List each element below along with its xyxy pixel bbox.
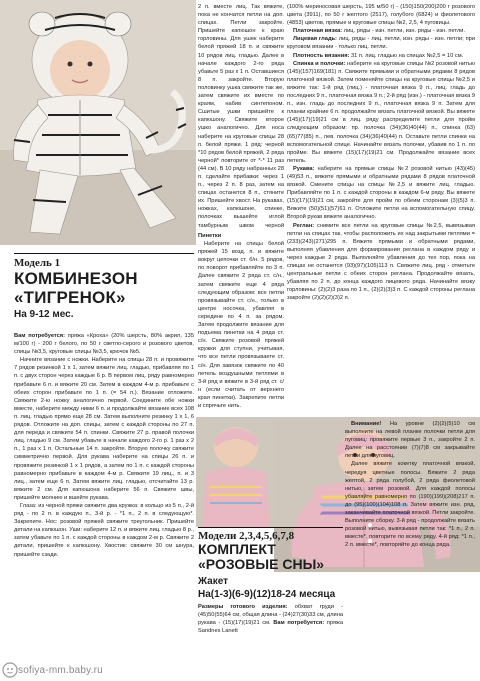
model1-instructions: [14, 332, 194, 681]
rib-text: лиц. ряды - изн. петли, изн. ряды - изн. петли.: [343, 28, 466, 35]
model-size: На 9-12 мес.: [14, 309, 74, 321]
yarn-paragraph: (100% мериносовая шерсть, 195 м/50 г) - (150)150(200)200 г розового цвета (3911), по 50 г желтого (2517), голубого (6824) и фиолетового (4853) цветов, прямые и круговые спицы №2, 2,5, 4 пуговицы.: [287, 4, 475, 27]
materials-text: пряжа «Кроха» (20% шерсть, 80% акрил, 135 м/100 г) - 200 г белого, по 50 г светло-серого и розового цветов, спицы №3,5, круговые спицы №3,5, крючок №5.: [14, 333, 194, 356]
sleeve-text: наберите на прямые спицы №2 розовой нитью (43)(45)(49)53 п., вяжите прямыми и обратными рядами 8 рядов платочной вязкой. Смените спицы на спицы №2,5 и вяжите лиц. гладью. Прибавляйте по 1 п. с каждой стороны в каждом 6-м ряду. Вы вяжете (15)(17)(19)21 см, закройте для пройм по обеим сторонам (3)(5)3 п. Вяжите (50)(51)(57)61 п. Отложите петли на вспомогательную спицу. Второй рукав вяжите аналогично.: [287, 165, 475, 221]
back-label: Спинка и полочки:: [293, 60, 346, 67]
materials-label: Вам потребуется:: [14, 333, 66, 339]
rib-label: Платочная вязка:: [293, 28, 343, 35]
gauge-paragraph: [287, 52, 475, 60]
materials-text: пряжа Sandnes Lanett: [198, 619, 343, 635]
col2-booties-text: [198, 231, 284, 417]
photo-tiger-suit: [0, 0, 196, 245]
col2-top-text: [198, 3, 284, 231]
model-title-line2: «РОЗОВЫЕ СНЫ»: [198, 556, 325, 573]
sizes-label: Размеры готового изделия:: [198, 603, 288, 610]
watermark[interactable]: sofiya-mm.baby.ru: [18, 665, 103, 676]
back-text: наберите на круговые спицы №2 розовой нитью (145)(157)169(181) п. Свяжите прямыми и обратными рядами 8 рядов платочной вязкой. Затем поменяйте спицы на круговые спицы №2,5 и вяжите так: 1-й ряд (лиц.) - платочная вязка 9 п., лиц. гладь до последних 9 п., платочная вязка 9 п.; 2-й ряд (изн.) - платочная вязка 9 п., изн. гладь до последних 9 п., платочная вязка 9 п. Затем для планки крайние 6 п. продолжайте вязать платочной вязкой. Вы вяжете (145)(17)(19)21 см в лиц. ряду распределите петли для пройм следующим образом: пр. полочка (34)(36)40(44) п., спинка (63)(65)77(85) п., лев. полочка (34)(36)40(44) п. Оставьте петли спинки на вспомогательной спице. Начинайте вязать полочки, убавив по 1 п. по пройме. Вы вяжете (15)(17)(19)21 см. Продолжайте вязание всех петель.: [287, 60, 475, 164]
model-label: Модель 1: [14, 257, 61, 269]
col3-text: [287, 3, 475, 417]
materials-paragraph: [14, 332, 194, 356]
tiger-suit-illustration: [0, 0, 196, 245]
sleeve-label: Рукава:: [293, 165, 315, 172]
rib-paragraph: [287, 27, 475, 35]
body-paragraph: Начните вязание с ножки. Наберите на спицы 28 п. и провяжите 7 рядов резинкой 1 х 1, затем вяжите лиц. гладью, прибавляя по 1 п. с двух сторон через каждые 6 р. В первом лиц. ряду равномерно прибавьте 6 п. и вяжите 20 см. Затем в каждом 4-м р. прибавьте с обеих сторон прибавьте по 1 п. (= 54 п.). Вязание отложите. Свяжите 2-ю ножку аналогично первой. Соедините обе ножки вместе, наберите между ними 6 п. и продолжайте вязание всех 108 п. лиц. гладью прямо еще 28 см. Затем выполните резинку 1 х 1, 6 рядов. Отложите на доп. спицы, затем с каждой стороны по 27 п. для переда и свяжите 54 п. спинки. Свяжите 27 р. правой полочки лиц. гладью 9 см. Затем убавьте в начале каждого 2-го р. 1 раз х 2 п., 1 раз х 1 п. Остальные 14 п. закройте. Вторую полочку свяжите симметрично первой. Для рукава наберите на спицы 26 п. и провяжите резинкой 1 х 1 рядов, а затем по 1 п. с каждой стороны равномерно прибавьте в каждом 4-м р. Свяжите 19 лиц., п. и 3 лиц., затем еще 6 п. Затем вяжите лиц. гладью, отсчитайте 13 р. вяжите 2 см. Для капюшона наберите 56 п. Свяжите швы, пришейте молнию и вшейте рукава.: [14, 357, 194, 501]
materials-label: Вам потребуется:: [273, 619, 325, 626]
booties-paragraph: Наберите на спицы белой пряжей 15 возд. п. и вяжите вокруг цепочки ст. б/н. 5 рядов, по поворот прибавляйте по 3 п. Далее свяжите 2 ряда ст. с/н., затем свяжите еще 4 ряда следующим образом: все петли провязывайте ст. с/н., только в центре носочка, убавляя в середине по 4 п. за рядом. Затем продолжите вязание для подъема пинетки на 4 ряда ст. с/н. Свяжите розовой пряжей кружки для ступни, учитывая, что все петли провязываете ст. с/н. Для завязок свяжите по 40 петель воздушными петлями в 3-й ряд и вяжите в 3-й ряд ст. с/н (если считать от верхнего края пинетки). Закрепите петли и спрячьте нить.: [198, 241, 284, 409]
model2-specs: [198, 603, 343, 635]
sizes-text: обхват груди - (45)50(55)64 см, общая длина - (24)27(30)33 см, длина рукава - (15)(17)(19)21 см.: [198, 603, 343, 626]
raglan-paragraph: [287, 222, 475, 303]
heading-rule: [198, 527, 343, 528]
yoke-paragraph: Далее вяжите кокетку платочной вязкой, чередуя цветные полосы. Вяжите 2 ряда желтой, 2 ряда голубой, 2 ряда фиолетовой нитью, затем розовой. Для каждой полосы убавляйте равномерно по (190)(199)(208)217 п. до (95)(100)(104)108 п. Затем вяжите изн. ряд, заканчивайте платочной вязкой. Петли закройте. Выполните сборку. 3-й ряд - продолжайте вязать розовой нитью, вывязывая петли так: *1 п., 2 п. вместе*, повторите по всему ряду. 4-й ряд: *1 п., 2 п. вместе*, повторяйте до конца ряда.: [345, 461, 475, 549]
raglan-label: Реглан:: [293, 222, 315, 229]
model-title-line1: КОМПЛЕКТ: [198, 541, 276, 557]
col2-paragraph: 2 п. вместе лиц. Так вяжите, пока не кончатся петли на доп. спицах. Петли закройте. Пришейте капюшон к краю горловины. Для ушек наберите белой пряжей 18 п. и свяжите 10 рядов лиц. гладью. Далее в начале каждого 2-го ряда убавьте 5 раз х 1 п. Оставшиеся 8 п. закройте. Вторую половинку ушка свяжите так же, затем свяжите их вместе по краям, набив синтепоном. Сшитые ушки пришейте к капюшону. Свяжите второе ушко аналогично. Для носа наберите на круговые спицы 28 п. белой пряжи. 1 ряд: черной *10 рядов белой пряжей, 2 ряда черной* повторите от *-* 11 раз (44 см). В 10 ряду набранных 28 п. сделайте прибавки: через 1 п., через 2 п. 8 раз, затем на спицах останется 8 п., стяните их. Пришейте хвост. На рукавах, ножках, капюшоне, спинке, полочках вышейте иглой тамбурным швом черной: [198, 4, 284, 229]
stst-paragraph: [287, 35, 475, 51]
attention-text: На уровне (2)(2)(5)10 см выполните на левой планке полочки петли для пуговиц: провяжите первые 3 п., закройте 2 п. Далее на расстоянии (7)(7)8 см закрывайте петли для пуговиц.: [345, 421, 475, 460]
raglan-text: снимите все петли на круговые спицы №2,5, вывязывая петли на спицах так, чтобы расположить их над закрытыми петлями = (233)(243)(271)295 п. Вяжите прямыми и обратными рядами, выполняя убавления для формирования реглана в каждом ряду и через каждые 2 ряда. Выполняйте убавления до тех пор, пока на спицах не останется (93)(97)(105)113 п. Свяжите лиц. ряд - отметьте центральные петли с обеих сторон реглана. Продолжайте вязать, убавляя по 2 п. до конца каждого лицевого ряда. Начинайте вязку горловины: (2)(2)3 раза по 1 п., (2)(2)(3)3 п. С каждой стороны реглана закройте (2)(2)(2)(3)2 п.: [287, 222, 475, 302]
gauge-text: 31 п. лиц. гладью на спицах №2,5 = 10 см.: [351, 52, 464, 59]
body-paragraph-2: Глаза: из черной пряжи свяжите два кружка: в кольцо из 5 п., 2-й ряд - по 2 п. в каждую п., 3-й р. - *1 п., 2 п. в следующую*. Закрепите. Нос: розовой пряжей свяжите треугольник. Пришейте детали на капюшон. Уши: наберите 12 п. и вяжите лиц. гладью 8 р., затем убавьте по 1 п. с каждой стороны в каждом 2-м р. Свяжите 2 детали, пришейте к капюшону. Хвостик: свяжите 30 см шнура, пришейте сзади.: [14, 502, 194, 558]
stst-label: Лицевая гладь:: [293, 36, 337, 43]
model-size: На(1-3)(6-9)(12)18-24 месяца: [198, 588, 336, 600]
model1-heading: [14, 253, 194, 320]
model-subtitle: Жакет: [198, 575, 229, 587]
model-title-line2: «ТИГРЕНОК»: [14, 287, 126, 307]
model2-heading: [198, 527, 343, 635]
model-title-line1: КОМБИНЕЗОН: [14, 269, 138, 288]
stst-text: лиц. ряды - лиц. петли, изн. ряды - изн. петли; при круговом вязании - только лиц. петли.: [287, 36, 475, 51]
watermark-baby-icon: [2, 662, 18, 678]
attention-paragraph: [345, 420, 475, 460]
attention-label: Внимание!: [351, 421, 382, 427]
sleeve-paragraph: [287, 165, 475, 222]
back-paragraph: [287, 60, 475, 165]
photo-baby-lying: [196, 417, 274, 527]
heading-rule: [14, 253, 194, 254]
gauge-label: Плотность вязания:: [293, 52, 350, 59]
model-label: Модели 2,3,4,5,6,7,8: [198, 530, 295, 542]
booties-title: Пинетки: [198, 233, 222, 239]
col3-continuation: [345, 420, 475, 678]
baby-lying-illustration: [196, 417, 274, 527]
